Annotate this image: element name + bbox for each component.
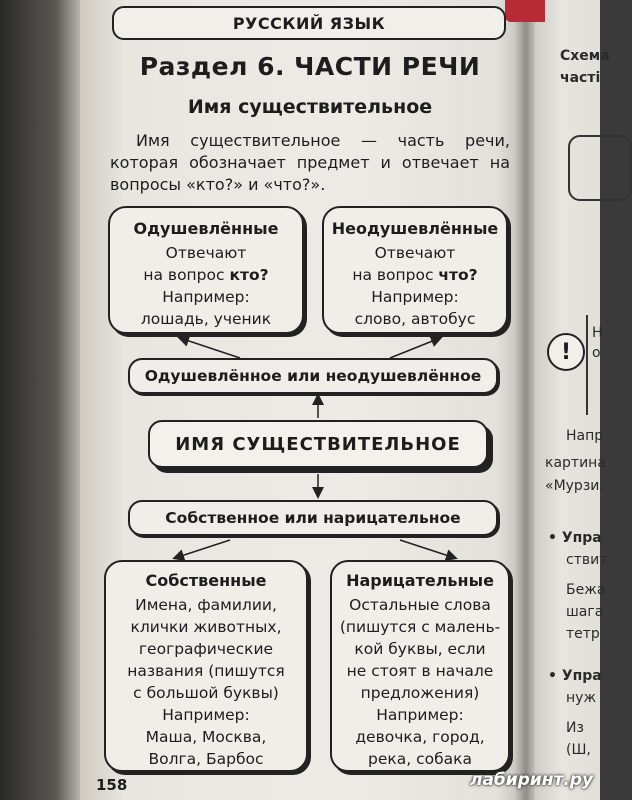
animate-box	[108, 206, 304, 334]
arrow-to-common	[400, 540, 455, 558]
right-page-line: • Упра	[548, 668, 602, 684]
right-page-line: (Ш,	[566, 742, 591, 758]
proper-box	[104, 560, 308, 772]
right-page-line: картина	[545, 455, 606, 471]
inanimate-line2	[324, 264, 506, 286]
animate-heading: Одушевлённые	[133, 219, 279, 238]
animate-line2-text: на вопрос	[143, 266, 230, 284]
proper-heading: Собственные	[145, 571, 267, 590]
arrow-to-animate	[180, 338, 240, 358]
arrow-to-proper	[175, 540, 230, 558]
right-page-line: о	[592, 345, 601, 361]
proper-body-3: географические	[138, 640, 274, 658]
subject-header: РУССКИЙ ЯЗЫК	[112, 6, 506, 40]
right-page-rule	[586, 315, 588, 415]
inanimate-heading: Неодушевлённые	[331, 219, 499, 238]
upper-criterion-label: Одушевлённое или неодушевлённое	[144, 367, 482, 385]
inanimate-line2-text: на вопрос	[352, 266, 439, 284]
exclamation-icon: !	[547, 333, 585, 371]
inanimate-example-label: Например:	[371, 288, 459, 306]
common-heading: Нарицательные	[346, 571, 494, 590]
lower-criterion-label: Собственное или нарицательное	[165, 509, 461, 527]
lower-criterion-box	[128, 500, 498, 536]
common-body-3: кой буквы, если	[354, 640, 486, 658]
right-page-line: ствит	[566, 552, 608, 568]
center-concept-box	[148, 420, 488, 468]
right-page-line: Из	[566, 720, 584, 736]
right-page-line: «Мурзи.	[545, 478, 604, 494]
proper-example-label: Например:	[162, 706, 250, 724]
right-page-line: Бежа	[566, 582, 606, 598]
inanimate-line1: Отвечают	[374, 244, 456, 262]
common-examples-2: река, собака	[367, 750, 472, 768]
proper-examples-1: Маша, Москва,	[145, 728, 267, 746]
proper-body-5: с большой буквы)	[133, 684, 279, 702]
page-number: 158	[96, 776, 128, 794]
right-page-line: нуж	[566, 690, 597, 706]
right-page-line: шага	[566, 604, 604, 620]
right-page-line: тетр	[566, 626, 600, 642]
inanimate-examples: слово, автобус	[354, 310, 476, 328]
common-examples-1: девочка, город,	[355, 728, 485, 746]
common-body-4: не стоят в начале	[346, 662, 494, 680]
upper-criterion-box	[128, 358, 498, 394]
definition-text: Имя существительное — часть речи, которая обозначает предмет и отвечает на вопросы «кто?» и «что?».	[110, 131, 510, 194]
common-body-2: (пишутся с малень-	[339, 618, 501, 636]
right-page-line: • Упра	[548, 530, 602, 546]
inanimate-question: что?	[438, 266, 478, 284]
right-page-line: Н	[592, 325, 603, 341]
common-example-label: Например:	[376, 706, 464, 724]
topic-title: Имя существительное	[187, 96, 433, 118]
right-page-line: часті	[560, 70, 601, 86]
animate-line1: Отвечают	[165, 244, 247, 262]
right-page-box	[568, 135, 632, 201]
watermark-logo: лабиринт.ру	[470, 770, 594, 790]
inanimate-box	[322, 206, 508, 334]
section-title: Раздел 6. ЧАСТИ РЕЧИ	[139, 52, 481, 81]
common-box	[330, 560, 510, 772]
proper-body-4: названия (пишутся	[127, 662, 285, 680]
animate-line2	[110, 264, 302, 286]
common-body-5: предложения)	[360, 684, 480, 702]
proper-body-2: клички животных,	[130, 618, 282, 636]
animate-question: кто?	[229, 266, 269, 284]
right-page-line: Схема	[560, 48, 610, 64]
center-concept-label: ИМЯ СУЩЕСТВИТЕЛЬНОЕ	[175, 433, 461, 455]
proper-examples-2: Волга, Барбос	[148, 750, 264, 768]
arrow-to-inanimate	[390, 338, 440, 358]
animate-example-label: Например:	[162, 288, 250, 306]
right-page-line: Напр	[566, 428, 604, 444]
common-body-1: Остальные слова	[349, 596, 491, 614]
proper-body-1: Имена, фамилии,	[135, 596, 277, 614]
animate-examples: лошадь, ученик	[140, 310, 272, 328]
